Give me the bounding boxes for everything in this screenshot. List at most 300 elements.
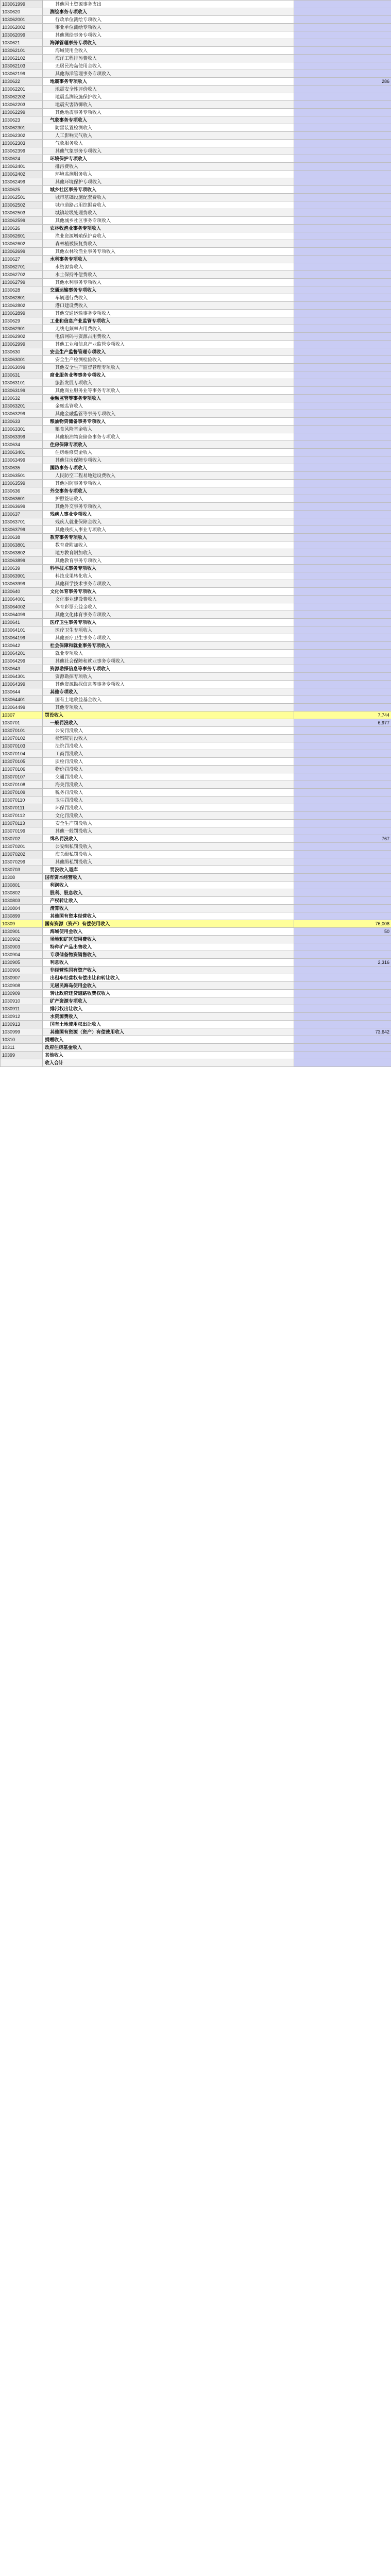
row-value <box>294 874 391 882</box>
row-name: 水利事务专项收入 <box>43 256 294 263</box>
row-value <box>294 912 391 920</box>
row-name: 地震安全性评价收入 <box>43 86 294 93</box>
row-code: 103062302 <box>1 132 43 140</box>
row-value <box>294 943 391 951</box>
table-row <box>1 882 391 889</box>
row-value <box>294 271 391 279</box>
row-value <box>294 317 391 325</box>
row-code: 103070201 <box>1 843 43 851</box>
row-code: 103070105 <box>1 758 43 766</box>
row-code: 1030643 <box>1 665 43 673</box>
row-name: 文化体育事务专项收入 <box>43 588 294 596</box>
row-name: 其他国有资源（资产）有偿使用收入 <box>43 1028 294 1036</box>
row-value <box>294 86 391 93</box>
row-value <box>294 132 391 140</box>
row-name: 其他文化体育事务专项收入 <box>43 611 294 619</box>
row-name: 人工影响天气收入 <box>43 132 294 140</box>
row-value <box>294 348 391 356</box>
row-name: 收入合计 <box>43 1059 294 1067</box>
row-name: 海关缉私罚没收入 <box>43 851 294 858</box>
row-code: 103070199 <box>1 827 43 835</box>
row-value <box>294 549 391 557</box>
row-name: 其他社会保障和就业事务专项收入 <box>43 657 294 665</box>
row-code: 103063801 <box>1 541 43 549</box>
row-name: 城市道路占用挖掘费收入 <box>43 201 294 209</box>
row-code: 103063802 <box>1 549 43 557</box>
row-name: 清算收入 <box>43 905 294 912</box>
row-value <box>294 789 391 796</box>
row-value <box>294 62 391 70</box>
table-row <box>1 364 391 371</box>
row-code: 1030629 <box>1 317 43 325</box>
row-value: 50 <box>294 928 391 936</box>
row-code: 103063101 <box>1 379 43 387</box>
row-code: 103062602 <box>1 240 43 248</box>
row-code: 103063601 <box>1 495 43 503</box>
row-code: 103062902 <box>1 333 43 341</box>
row-value <box>294 704 391 711</box>
row-name: 科技成果转化收入 <box>43 572 294 580</box>
row-name: 体育彩票公益金收入 <box>43 603 294 611</box>
table-row <box>1 665 391 673</box>
row-value <box>294 155 391 163</box>
row-name: 城镇垃圾处理费收入 <box>43 209 294 217</box>
row-name: 事业单位测绘专项收入 <box>43 24 294 31</box>
row-name: 人民防空工程易地建设费收入 <box>43 472 294 480</box>
row-name: 教育事务专项收入 <box>43 534 294 541</box>
row-value <box>294 279 391 286</box>
row-code: 1030621 <box>1 39 43 47</box>
table-row <box>1 302 391 310</box>
row-value <box>294 1036 391 1044</box>
row-name: 排污权出让收入 <box>43 1005 294 1013</box>
row-code: 103063599 <box>1 480 43 487</box>
row-code: 103070102 <box>1 735 43 742</box>
row-name: 住房保障专项收入 <box>43 441 294 449</box>
row-name: 卫生罚没收入 <box>43 796 294 804</box>
row-name: 护照签证收入 <box>43 495 294 503</box>
table-row <box>1 433 391 441</box>
table-row <box>1 549 391 557</box>
row-code: 103064201 <box>1 650 43 657</box>
row-code: 103062301 <box>1 124 43 132</box>
row-name: 其他专项收入 <box>43 704 294 711</box>
table-row <box>1 225 391 232</box>
row-code: 1030910 <box>1 997 43 1005</box>
row-value <box>294 124 391 132</box>
row-name: 其他一般罚没收入 <box>43 827 294 835</box>
table-row <box>1 55 391 62</box>
row-value <box>294 781 391 789</box>
table-row <box>1 410 391 418</box>
row-value <box>294 402 391 410</box>
table-row <box>1 835 391 843</box>
row-name: 资源勘探信息等事务专项收入 <box>43 665 294 673</box>
row-name: 电信网码号资源占用费收入 <box>43 333 294 341</box>
row-name: 其他城乡社区事务专项收入 <box>43 217 294 225</box>
row-name: 地震监测设施保护收入 <box>43 93 294 101</box>
row-code: 103070101 <box>1 727 43 735</box>
row-name: 物价罚没收入 <box>43 766 294 773</box>
row-code: 103070299 <box>1 858 43 866</box>
table-row <box>1 24 391 31</box>
row-value <box>294 820 391 827</box>
table-row <box>1 1005 391 1013</box>
row-code: 1030908 <box>1 982 43 990</box>
row-code: 103070113 <box>1 820 43 827</box>
row-name: 交通罚没收入 <box>43 773 294 781</box>
row-code: 1030999 <box>1 1028 43 1036</box>
row-value: 2,316 <box>294 959 391 967</box>
row-value <box>294 379 391 387</box>
row-name: 海域使用金收入 <box>43 928 294 936</box>
row-code: 1030907 <box>1 974 43 982</box>
row-value <box>294 356 391 364</box>
table-row <box>1 248 391 256</box>
row-value <box>294 773 391 781</box>
table-row <box>1 449 391 456</box>
table-row <box>1 943 391 951</box>
table-row <box>1 140 391 147</box>
row-value <box>294 634 391 642</box>
row-name: 其他科学技术事务专项收入 <box>43 580 294 588</box>
row-code: 103062901 <box>1 325 43 333</box>
row-value <box>294 302 391 310</box>
row-value <box>294 1044 391 1052</box>
row-code: 103064299 <box>1 657 43 665</box>
row-value <box>294 217 391 225</box>
row-value <box>294 889 391 897</box>
row-value <box>294 209 391 217</box>
table-row <box>1 804 391 812</box>
row-value <box>294 240 391 248</box>
row-name: 其他测绘事务专项收入 <box>43 31 294 39</box>
table-row <box>1 124 391 132</box>
row-value <box>294 580 391 588</box>
table-row <box>1 1 391 8</box>
row-value <box>294 665 391 673</box>
table-row <box>1 626 391 634</box>
table-row <box>1 974 391 982</box>
table-row <box>1 426 391 433</box>
row-value <box>294 696 391 704</box>
table-row <box>1 387 391 395</box>
table-row <box>1 333 391 341</box>
table-row <box>1 758 391 766</box>
row-code: 103064499 <box>1 704 43 711</box>
row-value <box>294 758 391 766</box>
table-row <box>1 619 391 626</box>
table-row <box>1 843 391 851</box>
row-code: 1030644 <box>1 688 43 696</box>
table-row <box>1 541 391 549</box>
row-value <box>294 812 391 820</box>
row-code: 103064399 <box>1 681 43 688</box>
row-code: 103063699 <box>1 503 43 511</box>
row-code: 103062702 <box>1 271 43 279</box>
row-code: 10309 <box>1 920 43 928</box>
row-code: 103062303 <box>1 140 43 147</box>
row-code: 1030630 <box>1 348 43 356</box>
table-row <box>1 70 391 78</box>
row-code: 1030625 <box>1 186 43 194</box>
table-row <box>1 147 391 155</box>
row-value <box>294 201 391 209</box>
table-row <box>1 480 391 487</box>
row-code: 103062799 <box>1 279 43 286</box>
row-value <box>294 186 391 194</box>
row-code: 1030628 <box>1 286 43 294</box>
row-name: 其他农林牧渔业事务专项收入 <box>43 248 294 256</box>
table-row <box>1 418 391 426</box>
row-name: 海洋工程排污费收入 <box>43 55 294 62</box>
row-name: 文化罚没收入 <box>43 812 294 820</box>
table-row <box>1 511 391 518</box>
row-value <box>294 827 391 835</box>
table-row <box>1 688 391 696</box>
row-value <box>294 456 391 464</box>
table-row <box>1 796 391 804</box>
row-code: 103070202 <box>1 851 43 858</box>
row-code: 103062503 <box>1 209 43 217</box>
row-name: 森林植被恢复费收入 <box>43 240 294 248</box>
table-row <box>1 959 391 967</box>
row-value <box>294 673 391 681</box>
row-code: 1030912 <box>1 1013 43 1021</box>
row-value <box>294 681 391 688</box>
row-value <box>294 8 391 16</box>
row-code: 1030634 <box>1 441 43 449</box>
row-code: 1030626 <box>1 225 43 232</box>
table-row <box>1 588 391 596</box>
row-name: 政府住房基金收入 <box>43 1044 294 1052</box>
row-name: 海域使用金收入 <box>43 47 294 55</box>
table-row <box>1 696 391 704</box>
row-name: 国防事务专项收入 <box>43 464 294 472</box>
row-value <box>294 518 391 526</box>
row-name: 其他收入 <box>43 1052 294 1059</box>
row-name: 教育费附加收入 <box>43 541 294 549</box>
table-row <box>1 526 391 534</box>
row-value: 767 <box>294 835 391 843</box>
row-value <box>294 526 391 534</box>
row-code: 103062002 <box>1 24 43 31</box>
row-code: 103062299 <box>1 109 43 116</box>
row-value <box>294 858 391 866</box>
row-name: 股利、股息收入 <box>43 889 294 897</box>
row-code: 103062599 <box>1 217 43 225</box>
row-name: 捐赠收入 <box>43 1036 294 1044</box>
row-code: 103062102 <box>1 55 43 62</box>
row-value <box>294 572 391 580</box>
table-row <box>1 889 391 897</box>
table-row <box>1 557 391 565</box>
table-row <box>1 155 391 163</box>
row-value <box>294 897 391 905</box>
row-name: 其他商业服务业等事务专项收入 <box>43 387 294 395</box>
row-name: 其他安全生产监督管理专项收入 <box>43 364 294 371</box>
row-code: 103062199 <box>1 70 43 78</box>
table-row <box>1 990 391 997</box>
row-value <box>294 565 391 572</box>
row-name: 税务罚没收入 <box>43 789 294 796</box>
row-code: 103070108 <box>1 781 43 789</box>
table-row <box>1 580 391 588</box>
table-row <box>1 371 391 379</box>
row-value <box>294 1005 391 1013</box>
row-value <box>294 325 391 333</box>
table-row <box>1 727 391 735</box>
table-row <box>1 186 391 194</box>
row-name: 转让政府还贷道路收费权收入 <box>43 990 294 997</box>
row-name: 其他国土资源事务支出 <box>43 1 294 8</box>
row-code: 103062202 <box>1 93 43 101</box>
table-row <box>1 487 391 495</box>
table-row <box>1 1013 391 1021</box>
table-row <box>1 766 391 773</box>
row-name: 地方教育附加收入 <box>43 549 294 557</box>
row-value <box>294 951 391 959</box>
table-row <box>1 967 391 974</box>
row-name: 安全生产罚没收入 <box>43 820 294 827</box>
table-row <box>1 982 391 990</box>
row-code: 103070106 <box>1 766 43 773</box>
row-name: 金融监管收入 <box>43 402 294 410</box>
row-value <box>294 866 391 874</box>
row-value <box>294 735 391 742</box>
table-row <box>1 874 391 882</box>
row-code: 1030911 <box>1 1005 43 1013</box>
row-value: 73,642 <box>294 1028 391 1036</box>
row-name: 工商罚没收入 <box>43 750 294 758</box>
row-value <box>294 796 391 804</box>
table-row <box>1 997 391 1005</box>
row-code: 1030899 <box>1 912 43 920</box>
row-code: 103070104 <box>1 750 43 758</box>
row-code: 1030901 <box>1 928 43 936</box>
row-code: 103064001 <box>1 596 43 603</box>
row-name: 气象服务收入 <box>43 140 294 147</box>
row-value <box>294 70 391 78</box>
row-value <box>294 248 391 256</box>
row-value <box>294 990 391 997</box>
table-row <box>1 634 391 642</box>
row-code: 103063999 <box>1 580 43 588</box>
row-value <box>294 603 391 611</box>
row-name: 国有资源（资产）有偿使用收入 <box>43 920 294 928</box>
table-row <box>1 851 391 858</box>
row-name: 城乡社区事务专项收入 <box>43 186 294 194</box>
table-row <box>1 217 391 225</box>
row-name: 其他海洋管理事务专项收入 <box>43 70 294 78</box>
row-code: 1030631 <box>1 371 43 379</box>
table-row <box>1 93 391 101</box>
row-name: 其他水利事务专项收入 <box>43 279 294 286</box>
table-row <box>1 116 391 124</box>
row-value <box>294 480 391 487</box>
row-name: 测绘事务专项收入 <box>43 8 294 16</box>
row-code: 10308 <box>1 874 43 882</box>
table-row <box>1 642 391 650</box>
row-value <box>294 766 391 773</box>
row-code: 1030909 <box>1 990 43 997</box>
table-row <box>1 348 391 356</box>
row-name: 地震事务专项收入 <box>43 78 294 86</box>
row-value <box>294 449 391 456</box>
row-value <box>294 47 391 55</box>
table-row <box>1 603 391 611</box>
row-name: 检察院罚没收入 <box>43 735 294 742</box>
row-value <box>294 588 391 596</box>
row-name: 安全生产检测检验收入 <box>43 356 294 364</box>
row-code: 1030902 <box>1 936 43 943</box>
table-row <box>1 194 391 201</box>
row-code: 103064099 <box>1 611 43 619</box>
row-name: 公安缉私罚没收入 <box>43 843 294 851</box>
row-name: 行政单位测绘专项收入 <box>43 16 294 24</box>
row-code: 103062899 <box>1 310 43 317</box>
table-row <box>1 286 391 294</box>
row-code: 103062401 <box>1 163 43 171</box>
row-code: 103063501 <box>1 472 43 480</box>
row-name: 其他工业和信息产业监管专项收入 <box>43 341 294 348</box>
row-code: 103064002 <box>1 603 43 611</box>
row-code: 1030804 <box>1 905 43 912</box>
row-name: 环保罚没收入 <box>43 804 294 812</box>
row-name: 国有土地使用权出让收入 <box>43 1021 294 1028</box>
row-name: 产权转让收入 <box>43 897 294 905</box>
row-code: 10310 <box>1 1036 43 1044</box>
row-name: 缉私罚没收入 <box>43 835 294 843</box>
revenue-table <box>0 0 391 1067</box>
row-code: 103062802 <box>1 302 43 310</box>
row-value <box>294 843 391 851</box>
table-row <box>1 905 391 912</box>
row-code: 103061999 <box>1 1 43 8</box>
table-row <box>1 719 391 727</box>
row-code: 103063899 <box>1 557 43 565</box>
table-row <box>1 503 391 511</box>
row-name: 粮食风险基金收入 <box>43 426 294 433</box>
row-code: 1030913 <box>1 1021 43 1028</box>
row-name: 特种矿产品出售收入 <box>43 943 294 951</box>
table-row <box>1 1059 391 1067</box>
row-name: 交通运输事务专项收入 <box>43 286 294 294</box>
row-code: 1030640 <box>1 588 43 596</box>
row-name: 排污费收入 <box>43 163 294 171</box>
row-name: 无居民海岛使用金收入 <box>43 982 294 990</box>
table-row <box>1 1028 391 1036</box>
row-code: 103070109 <box>1 789 43 796</box>
row-name: 其他资源勘探信息等事务专项收入 <box>43 681 294 688</box>
row-code: 103063401 <box>1 449 43 456</box>
table-row <box>1 773 391 781</box>
row-value <box>294 557 391 565</box>
row-name: 海洋管理事务专项收入 <box>43 39 294 47</box>
row-code: 103063199 <box>1 387 43 395</box>
table-row <box>1 441 391 449</box>
table-row <box>1 650 391 657</box>
row-name: 地震灾害防御收入 <box>43 101 294 109</box>
row-name: 矿产资源专项收入 <box>43 997 294 1005</box>
table-row <box>1 39 391 47</box>
row-code: 103062203 <box>1 101 43 109</box>
row-code: 103063299 <box>1 410 43 418</box>
table-row <box>1 109 391 116</box>
table-row <box>1 711 391 719</box>
row-name: 港口建设费收入 <box>43 302 294 310</box>
row-code: 103063701 <box>1 518 43 526</box>
